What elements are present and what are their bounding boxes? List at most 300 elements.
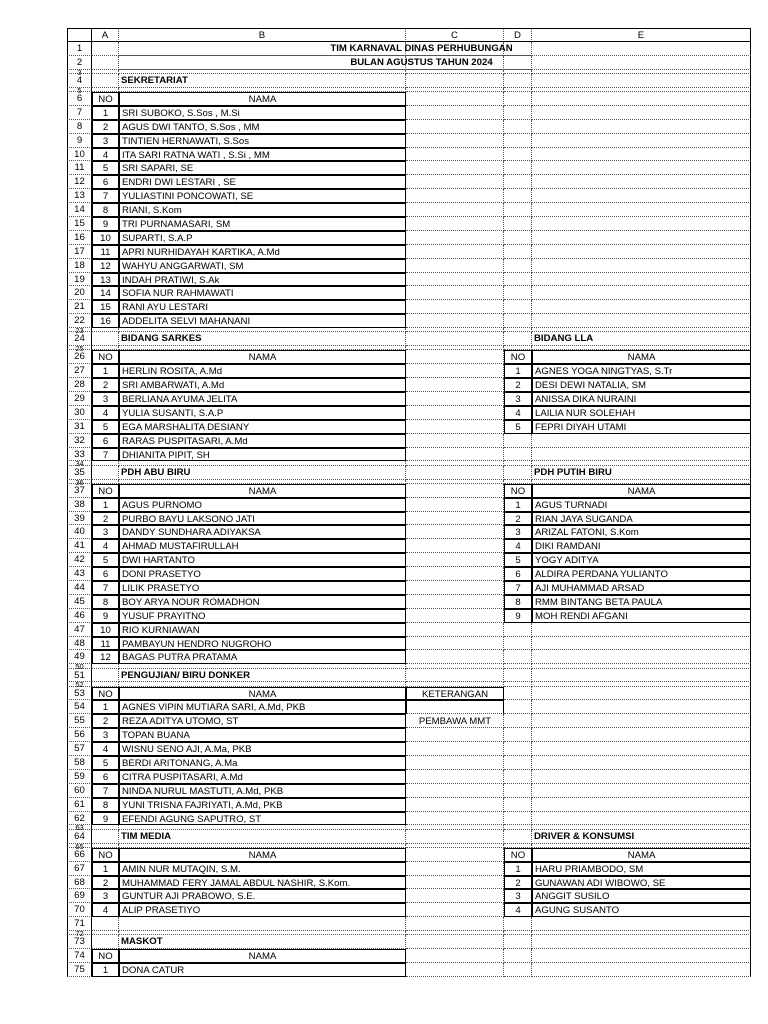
cell-c[interactable] (406, 903, 504, 917)
cell-e[interactable] (532, 231, 751, 245)
cell-d[interactable] (504, 92, 532, 106)
cell-b[interactable]: NAMA (119, 687, 406, 701)
cell-a[interactable] (92, 917, 119, 931)
cell-b[interactable]: CITRA PUSPITASARI, A.Md (119, 770, 406, 784)
cell-b[interactable]: SRI SAPARI, SE (119, 161, 406, 175)
cell-e[interactable] (532, 245, 751, 259)
cell-b[interactable]: YULIA SUSANTI, S.A.P (119, 406, 406, 420)
cell-c[interactable] (406, 595, 504, 609)
cell-c[interactable] (406, 406, 504, 420)
cell-b[interactable]: GUNTUR AJI PRABOWO, S.E. (119, 889, 406, 903)
cell-b[interactable]: TOPAN BUANA (119, 728, 406, 742)
column-header-B[interactable]: B (119, 28, 406, 42)
cell-d[interactable] (504, 963, 532, 977)
cell-c[interactable] (406, 314, 504, 328)
cell-e[interactable] (532, 300, 751, 314)
cell-b[interactable]: ENDRI DWI LESTARI , SE (119, 175, 406, 189)
cell-a[interactable] (92, 466, 119, 480)
keterangan-pembawa-mmt[interactable]: PEMBAWA MMT (406, 700, 504, 714)
cell-c[interactable] (406, 259, 504, 273)
cell-b[interactable]: HERLIN ROSITA, A.Md (119, 364, 406, 378)
cell-e[interactable]: NAMA (532, 848, 751, 862)
cell-e[interactable]: RMM BINTANG BETA PAULA (532, 595, 751, 609)
cell-a[interactable]: 4 (92, 742, 119, 756)
cell-e[interactable] (532, 273, 751, 287)
cell-d[interactable] (504, 120, 532, 134)
cell-b[interactable]: RIO KURNIAWAN (119, 623, 406, 637)
cell-c[interactable] (406, 231, 504, 245)
cell-d[interactable] (504, 812, 532, 826)
cell-c[interactable] (406, 862, 504, 876)
cell-e[interactable] (532, 134, 751, 148)
cell-c[interactable] (406, 848, 504, 862)
cell-d[interactable] (504, 700, 532, 714)
cell-c[interactable] (406, 448, 504, 462)
cell-c[interactable] (406, 770, 504, 784)
cell-b[interactable] (119, 917, 406, 931)
cell-d[interactable] (504, 917, 532, 931)
cell-a[interactable]: NO (92, 350, 119, 364)
cell-e[interactable]: NAMA (532, 484, 751, 498)
cell-b[interactable]: SRI AMBARWATI, A.Md (119, 378, 406, 392)
cell-b[interactable]: SOFIA NUR RAHMAWATI (119, 286, 406, 300)
cell-a[interactable]: 4 (92, 539, 119, 553)
cell-d[interactable] (504, 784, 532, 798)
cell-e[interactable]: YOGY ADITYA (532, 553, 751, 567)
cell-a[interactable]: 4 (92, 148, 119, 162)
column-header-D[interactable]: D (504, 28, 532, 42)
cell-b[interactable]: PDH ABU BIRU (119, 466, 406, 480)
cell-c[interactable] (406, 286, 504, 300)
cell-e[interactable]: ALDIRA PERDANA YULIANTO (532, 567, 751, 581)
cell-c[interactable] (406, 553, 504, 567)
cell-c[interactable] (406, 525, 504, 539)
cell-e[interactable]: AGUNG SUSANTO (532, 903, 751, 917)
cell-e[interactable] (532, 784, 751, 798)
cell-a[interactable]: 11 (92, 637, 119, 651)
cell-d[interactable] (504, 687, 532, 701)
cell-e[interactable] (532, 92, 751, 106)
cell-a[interactable]: 5 (92, 756, 119, 770)
cell-e[interactable]: PDH PUTIH BIRU (532, 466, 751, 480)
cell-e[interactable] (532, 120, 751, 134)
cell-a[interactable]: 2 (92, 512, 119, 526)
cell-d[interactable] (504, 300, 532, 314)
cell-c[interactable] (406, 378, 504, 392)
cell-a[interactable]: 5 (92, 420, 119, 434)
cell-d[interactable]: 2 (504, 876, 532, 890)
cell-e[interactable] (532, 669, 751, 683)
cell-a[interactable]: 6 (92, 567, 119, 581)
cell-b[interactable]: YUSUF PRAYITNO (119, 609, 406, 623)
cell-e[interactable]: GUNAWAN ADI WIBOWO, SE (532, 876, 751, 890)
cell-d[interactable] (504, 728, 532, 742)
cell-b[interactable]: INDAH PRATIWI, S.Ak (119, 273, 406, 287)
cell-d[interactable]: 6 (504, 567, 532, 581)
cell-c[interactable] (406, 498, 504, 512)
cell-a[interactable]: 13 (92, 273, 119, 287)
cell-b[interactable]: NAMA (119, 92, 406, 106)
cell-d[interactable] (504, 245, 532, 259)
cell-d[interactable] (504, 74, 532, 88)
cell-e[interactable] (532, 949, 751, 963)
cell-d[interactable] (504, 798, 532, 812)
cell-c[interactable] (406, 798, 504, 812)
cell-d[interactable] (504, 434, 532, 448)
cell-b[interactable]: TIM MEDIA (119, 830, 406, 844)
cell-e[interactable] (532, 650, 751, 664)
cell-e[interactable]: NAMA (532, 350, 751, 364)
cell-d[interactable] (504, 148, 532, 162)
cell-a[interactable]: 6 (92, 770, 119, 784)
cell-b[interactable]: SRI SUBOKO, S.Sos , M.Si (119, 106, 406, 120)
cell-c[interactable] (406, 812, 504, 826)
cell-a[interactable]: 2 (92, 120, 119, 134)
cell-a[interactable]: 12 (92, 259, 119, 273)
cell-b[interactable]: ITA SARI RATNA WATI , S.Si , MM (119, 148, 406, 162)
cell-b[interactable]: RARAS PUSPITASARI, A.Md (119, 434, 406, 448)
cell-e[interactable]: BIDANG LLA (532, 332, 751, 346)
cell-a[interactable]: 8 (92, 798, 119, 812)
cell-e[interactable] (532, 756, 751, 770)
cell-b[interactable]: APRI NURHIDAYAH KARTIKA, A.Md (119, 245, 406, 259)
cell-b[interactable]: PAMBAYUN HENDRO NUGROHO (119, 637, 406, 651)
cell-e[interactable] (532, 259, 751, 273)
cell-d[interactable] (504, 623, 532, 637)
cell-e[interactable] (532, 770, 751, 784)
cell-a[interactable]: 12 (92, 650, 119, 664)
cell-d[interactable]: 5 (504, 553, 532, 567)
cell-a[interactable]: 3 (92, 525, 119, 539)
cell-d[interactable] (504, 134, 532, 148)
cell-b[interactable]: NAMA (119, 949, 406, 963)
cell-a[interactable]: 14 (92, 286, 119, 300)
cell-c[interactable] (406, 273, 504, 287)
cell-e[interactable]: HARU PRIAMBODO, SM (532, 862, 751, 876)
cell-c[interactable] (406, 332, 504, 346)
cell-d[interactable]: 8 (504, 595, 532, 609)
cell-e[interactable] (532, 175, 751, 189)
cell-a[interactable]: 15 (92, 300, 119, 314)
cell-d[interactable]: 2 (504, 512, 532, 526)
cell-a[interactable]: 3 (92, 889, 119, 903)
cell-c[interactable] (406, 392, 504, 406)
corner-cell[interactable] (67, 28, 92, 42)
cell-e[interactable] (532, 935, 751, 949)
cell-a[interactable]: 7 (92, 448, 119, 462)
cell-d[interactable] (504, 332, 532, 346)
cell-b[interactable]: YULIASTINI PONCOWATI, SE (119, 189, 406, 203)
cell-e[interactable]: DESI DEWI NATALIA, SM (532, 378, 751, 392)
cell-a[interactable]: 10 (92, 231, 119, 245)
cell-b[interactable]: TRI PURNAMASARI, SM (119, 217, 406, 231)
cell-c[interactable] (406, 245, 504, 259)
cell-e[interactable] (532, 106, 751, 120)
cell-a[interactable]: 3 (92, 134, 119, 148)
cell-a[interactable]: 1 (92, 963, 119, 977)
cell-b[interactable]: AGUS DWI TANTO, S.Sos , MM (119, 120, 406, 134)
cell-b[interactable]: LILIK PRASETYO (119, 581, 406, 595)
cell-d[interactable] (504, 770, 532, 784)
cell-a[interactable]: 1 (92, 106, 119, 120)
cell-e[interactable] (532, 637, 751, 651)
cell-a[interactable]: NO (92, 949, 119, 963)
cell-d[interactable]: NO (504, 484, 532, 498)
cell-b[interactable]: REZA ADITYA UTOMO, ST (119, 714, 406, 728)
cell-e[interactable] (532, 286, 751, 300)
cell-b[interactable]: MASKOT (119, 935, 406, 949)
cell-b[interactable]: BERDI ARITONANG, A.Ma (119, 756, 406, 770)
cell-c[interactable]: KETERANGAN (406, 687, 504, 701)
cell-c[interactable] (406, 92, 504, 106)
cell-c[interactable] (406, 134, 504, 148)
cell-b[interactable]: BOY ARYA NOUR ROMADHON (119, 595, 406, 609)
cell-a[interactable]: 1 (92, 862, 119, 876)
cell-b[interactable]: NAMA (119, 848, 406, 862)
cell-a[interactable]: 3 (92, 728, 119, 742)
cell-b[interactable]: DANDY SUNDHARA ADIYAKSA (119, 525, 406, 539)
cell-a[interactable]: 11 (92, 245, 119, 259)
cell-d[interactable] (504, 714, 532, 728)
cell-d[interactable] (504, 669, 532, 683)
cell-c[interactable] (406, 203, 504, 217)
cell-b[interactable]: NINDA NURUL MASTUTI, A.Md, PKB (119, 784, 406, 798)
cell-c[interactable] (406, 889, 504, 903)
cell-e[interactable]: RIAN JAYA SUGANDA (532, 512, 751, 526)
cell-a[interactable]: 7 (92, 581, 119, 595)
cell-e[interactable] (532, 917, 751, 931)
cell-b[interactable]: AGNES VIPIN MUTIARA SARI, A.Md, PKB (119, 700, 406, 714)
cell-d[interactable]: 2 (504, 378, 532, 392)
cell-d[interactable]: 9 (504, 609, 532, 623)
cell-d[interactable] (504, 314, 532, 328)
cell-d[interactable] (504, 106, 532, 120)
cell-e[interactable] (532, 742, 751, 756)
cell-d[interactable]: 5 (504, 420, 532, 434)
cell-e[interactable]: AGUS TURNADI (532, 498, 751, 512)
cell-d[interactable] (504, 830, 532, 844)
cell-b[interactable]: MUHAMMAD FERY JAMAL ABDUL NASHIR, S.Kom. (119, 876, 406, 890)
cell-a[interactable]: 6 (92, 434, 119, 448)
cell-a[interactable]: 5 (92, 553, 119, 567)
cell-a[interactable]: 2 (92, 714, 119, 728)
cell-b[interactable]: WAHYU ANGGARWATI, SM (119, 259, 406, 273)
cell-c[interactable] (406, 637, 504, 651)
cell-d[interactable]: 3 (504, 525, 532, 539)
cell-d[interactable]: 3 (504, 889, 532, 903)
cell-a[interactable]: NO (92, 687, 119, 701)
cell-a[interactable]: 6 (92, 175, 119, 189)
cell-d[interactable] (504, 466, 532, 480)
cell-b[interactable]: RIANI, S.Kom (119, 203, 406, 217)
cell-d[interactable] (504, 189, 532, 203)
cell-a[interactable]: 3 (92, 392, 119, 406)
cell-c[interactable] (406, 148, 504, 162)
cell-c[interactable] (406, 949, 504, 963)
cell-d[interactable] (504, 175, 532, 189)
cell-a[interactable]: 16 (92, 314, 119, 328)
cell-c[interactable] (406, 120, 504, 134)
cell-e[interactable] (532, 728, 751, 742)
cell-e[interactable] (532, 434, 751, 448)
cell-b[interactable]: BERLIANA AYUMA JELITA (119, 392, 406, 406)
cell-d[interactable] (504, 286, 532, 300)
cell-a[interactable]: 9 (92, 812, 119, 826)
cell-a[interactable]: 8 (92, 203, 119, 217)
cell-b[interactable]: YUNI TRISNA FAJRIYATI, A.Md, PKB (119, 798, 406, 812)
cell-d[interactable] (504, 935, 532, 949)
cell-e[interactable]: MOH RENDI AFGANI (532, 609, 751, 623)
cell-c[interactable] (406, 935, 504, 949)
cell-d[interactable] (504, 448, 532, 462)
cell-b[interactable]: DONA CATUR (119, 963, 406, 977)
cell-b[interactable]: BIDANG SARKES (119, 332, 406, 346)
cell-c[interactable] (406, 539, 504, 553)
cell-e[interactable] (532, 623, 751, 637)
cell-d[interactable]: 1 (504, 862, 532, 876)
cell-a[interactable]: 9 (92, 217, 119, 231)
cell-c[interactable] (406, 650, 504, 664)
cell-b[interactable]: PURBO BAYU LAKSONO JATI (119, 512, 406, 526)
cell-a[interactable] (92, 669, 119, 683)
cell-d[interactable]: NO (504, 848, 532, 862)
cell-e[interactable]: LAILIA NUR SOLEHAH (532, 406, 751, 420)
cell-e[interactable] (532, 687, 751, 701)
cell-e[interactable]: DRIVER & KONSUMSI (532, 830, 751, 844)
cell-d[interactable]: NO (504, 350, 532, 364)
cell-d[interactable]: 3 (504, 392, 532, 406)
cell-b[interactable]: PENGUJIAN/ BIRU DONKER (119, 669, 406, 683)
cell-b[interactable]: EGA MARSHALITA DESIANY (119, 420, 406, 434)
cell-e[interactable] (532, 798, 751, 812)
cell-b[interactable]: ALIP PRASETIYO (119, 903, 406, 917)
cell-c[interactable] (406, 581, 504, 595)
cell-b[interactable]: WISNU SENO AJI, A.Ma, PKB (119, 742, 406, 756)
cell-b[interactable]: ADDELITA SELVI MAHANANI (119, 314, 406, 328)
cell-a[interactable]: 7 (92, 189, 119, 203)
cell-b[interactable]: AHMAD MUSTAFIRULLAH (119, 539, 406, 553)
cell-c[interactable] (406, 623, 504, 637)
cell-a[interactable]: NO (92, 848, 119, 862)
column-header-C[interactable]: C (406, 28, 504, 42)
cell-c[interactable] (406, 466, 504, 480)
cell-d[interactable]: 4 (504, 903, 532, 917)
cell-e[interactable] (532, 161, 751, 175)
cell-b[interactable]: DONI PRASETYO (119, 567, 406, 581)
cell-b[interactable]: BAGAS PUTRA PRATAMA (119, 650, 406, 664)
cell-e[interactable] (532, 217, 751, 231)
cell-e[interactable] (532, 812, 751, 826)
cell-e[interactable]: FEPRI DIYAH UTAMI (532, 420, 751, 434)
cell-c[interactable] (406, 512, 504, 526)
cell-d[interactable] (504, 203, 532, 217)
cell-d[interactable] (504, 161, 532, 175)
cell-c[interactable] (406, 728, 504, 742)
cell-a[interactable]: 2 (92, 876, 119, 890)
cell-b[interactable]: SEKRETARIAT (119, 74, 406, 88)
cell-c[interactable] (406, 434, 504, 448)
cell-a[interactable] (92, 74, 119, 88)
cell-d[interactable]: 1 (504, 364, 532, 378)
cell-b[interactable]: RANI AYU LESTARI (119, 300, 406, 314)
cell-c[interactable] (406, 106, 504, 120)
cell-c[interactable] (406, 917, 504, 931)
cell-b[interactable]: DHIANITA PIPIT, SH (119, 448, 406, 462)
cell-c[interactable] (406, 217, 504, 231)
cell-c[interactable] (406, 364, 504, 378)
cell-d[interactable] (504, 231, 532, 245)
cell-c[interactable] (406, 300, 504, 314)
cell-c[interactable] (406, 74, 504, 88)
cell-e[interactable] (532, 314, 751, 328)
cell-d[interactable]: 1 (504, 498, 532, 512)
cell-a[interactable]: 4 (92, 406, 119, 420)
cell-c[interactable] (406, 350, 504, 364)
cell-a[interactable]: 2 (92, 378, 119, 392)
cell-c[interactable] (406, 669, 504, 683)
cell-e[interactable]: AJI MUHAMMAD ARSAD (532, 581, 751, 595)
cell-a[interactable]: 1 (92, 700, 119, 714)
column-header-E[interactable]: E (532, 28, 751, 42)
cell-d[interactable] (504, 949, 532, 963)
cell-d[interactable] (504, 273, 532, 287)
cell-c[interactable] (406, 175, 504, 189)
cell-a[interactable] (92, 830, 119, 844)
cell-e[interactable]: ARIZAL FATONI, S.Kom (532, 525, 751, 539)
cell-e[interactable]: ANGGIT SUSILO (532, 889, 751, 903)
cell-d[interactable]: 7 (504, 581, 532, 595)
cell-a[interactable]: 10 (92, 623, 119, 637)
cell-c[interactable] (406, 784, 504, 798)
cell-e[interactable]: ANISSA DIKA NURAINI (532, 392, 751, 406)
cell-e[interactable] (532, 74, 751, 88)
cell-b[interactable]: SUPARTI, S.A.P (119, 231, 406, 245)
cell-c[interactable] (406, 756, 504, 770)
cell-c[interactable] (406, 963, 504, 977)
cell-b[interactable]: AGUS PURNOMO (119, 498, 406, 512)
cell-d[interactable] (504, 217, 532, 231)
cell-c[interactable] (406, 484, 504, 498)
cell-c[interactable] (406, 830, 504, 844)
cell-e[interactable]: AGNES YOGA NINGTYAS, S.Tr (532, 364, 751, 378)
cell-e[interactable] (532, 700, 751, 714)
cell-d[interactable] (504, 742, 532, 756)
cell-e[interactable] (532, 714, 751, 728)
cell-b[interactable]: EFENDI AGUNG SAPUTRO, ST (119, 812, 406, 826)
cell-a[interactable]: 1 (92, 498, 119, 512)
cell-e[interactable] (532, 203, 751, 217)
cell-e[interactable] (532, 148, 751, 162)
cell-e[interactable]: DIKI RAMDANI (532, 539, 751, 553)
cell-d[interactable] (504, 259, 532, 273)
cell-a[interactable] (92, 935, 119, 949)
cell-c[interactable] (406, 609, 504, 623)
cell-c[interactable] (406, 161, 504, 175)
cell-c[interactable] (406, 567, 504, 581)
cell-a[interactable]: 9 (92, 609, 119, 623)
column-header-A[interactable]: A (92, 28, 119, 42)
cell-a[interactable]: 5 (92, 161, 119, 175)
cell-e[interactable] (532, 963, 751, 977)
cell-a[interactable]: 1 (92, 364, 119, 378)
cell-c[interactable] (406, 420, 504, 434)
cell-d[interactable]: 4 (504, 539, 532, 553)
cell-d[interactable]: 4 (504, 406, 532, 420)
cell-e[interactable] (532, 189, 751, 203)
cell-a[interactable] (92, 332, 119, 346)
cell-b[interactable]: AMIN NUR MUTAQIN, S.M. (119, 862, 406, 876)
cell-c[interactable] (406, 742, 504, 756)
